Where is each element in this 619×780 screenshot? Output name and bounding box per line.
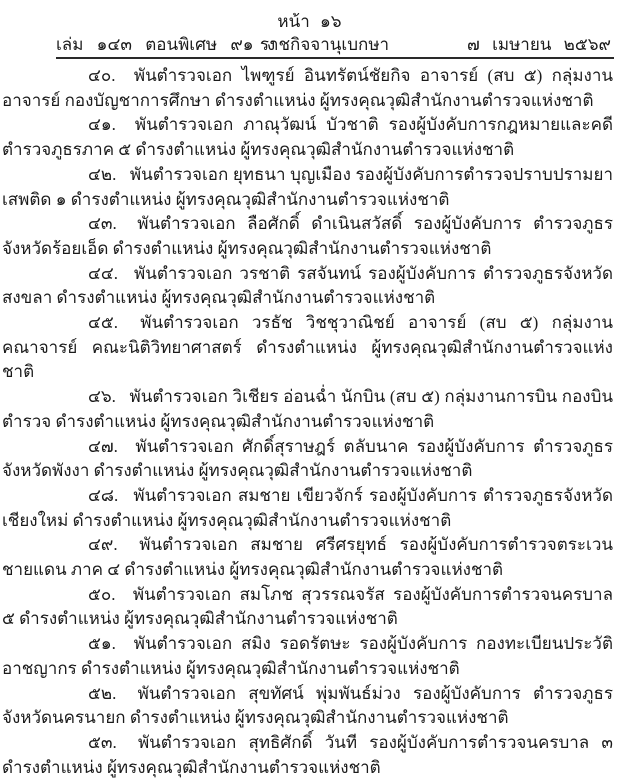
gazette-entry <box>2 484 613 533</box>
gazette-entry <box>2 682 613 731</box>
entry-number: ๔๐. <box>88 66 116 85</box>
entry-list <box>0 64 619 780</box>
entry-number: ๔๖. <box>88 387 116 407</box>
entry-number: ๕๐. <box>88 584 116 604</box>
publication-title: ราชกิจจานุเบกษา <box>259 35 390 54</box>
entry-number: ๔๑. <box>88 115 116 135</box>
entry-text: พันตำรวจเอก ลือศักดิ์ ดำเนินสวัสดิ์ รองผู้บังคับการ ตำรวจภูธรจังหวัดร้อยเอ็ด ดำรงตำแหน่ง ผู้ทรงคุณวุฒิสำนักงานตำรวจแห่งชาติ <box>2 214 614 258</box>
entry-text: พันตำรวจเอก สมชาย ศรีศรยุทธ์ รองผู้บังคับการตำรวจตระเวนชายแดน ภาค ๔ ดำรงตำแหน่ง ผู้ทรงคุณวุฒิสำนักงานตำรวจแห่งชาติ <box>2 535 614 580</box>
gazette-entry <box>2 311 613 385</box>
gazette-entry <box>2 731 613 780</box>
gazette-entry <box>2 113 613 162</box>
gazette-entry <box>2 583 613 632</box>
entry-text: พันตำรวจเอก สมโภช สุวรรณจรัส รองผู้บังคับการตำรวจนครบาล ๕ ดำรงตำแหน่ง ผู้ทรงคุณวุฒิสำนักงานตำรวจแห่งชาติ <box>2 584 613 629</box>
entry-text: พันตำรวจเอก ภาณุวัฒน์ บัวชาติ รองผู้บังคับการกฎหมายและคดี ตำรวจภูธรภาค ๕ ดำรงตำแหน่ง ผู้ทรงคุณวุฒิสำนักงานตำรวจแห่งชาติ <box>2 115 614 160</box>
entry-text: พันตำรวจเอก วรธัช วิชชุวาณิชย์ อาจารย์ (สบ ๕) กลุ่มงานคณาจารย์ คณะนิติวิทยาศาสตร์ ดำรงตำแหน่ง ผู้ทรงคุณวุฒิสำนักงานตำรวจแห่งชาติ <box>2 313 613 382</box>
entry-number: ๔๘. <box>88 485 119 505</box>
gazette-entry <box>2 435 613 484</box>
entry-number: ๕๑. <box>88 634 116 654</box>
entry-number: ๔๕. <box>88 313 118 333</box>
entry-text: พันตำรวจเอก สุทธิศักดิ์ วันที รองผู้บังคับการตำรวจนครบาล ๓ ดำรงตำแหน่ง ผู้ทรงคุณวุฒิสำนักงานตำรวจแห่งชาติ <box>2 732 614 777</box>
entry-number: ๕๓. <box>88 732 117 752</box>
entry-text: พันตำรวจเอก สุขทัศน์ พุ่มพันธ์ม่วง รองผู้บังคับการ ตำรวจภูธรจังหวัดนครนายก ดำรงตำแหน่ง ผู้ทรงคุณวุฒิสำนักงานตำรวจแห่งชาติ <box>2 683 613 728</box>
entry-text: พันตำรวจเอก ไพฑูรย์ อินทรัตน์ชัยกิจ อาจารย์ (สบ ๕) กลุ่มงานอาจารย์ กองบัญชาการศึกษา ดำรงตำแหน่ง ผู้ทรงคุณวุฒิสำนักงานตำรวจแห่งชาติ <box>2 66 614 110</box>
entry-text: พันตำรวจเอก สมิง รอดรัตษะ รองผู้บังคับการ กองทะเบียนประวัติอาชญากร ดำรงตำแหน่ง ผู้ทรงคุณวุฒิสำนักงานตำรวจแห่งชาติ <box>2 634 613 678</box>
issue-date: ๗ เมษายน ๒๕๖๙ <box>467 35 611 54</box>
gazette-entry <box>2 385 613 434</box>
entry-number: ๕๒. <box>88 683 117 703</box>
gazette-entry <box>2 262 613 311</box>
header-rule <box>56 57 614 59</box>
entry-text: พันตำรวจเอก วิเชียร อ่อนฉ่ำ นักบิน (สบ ๕) กลุ่มงานการบิน กองบินตำรวจ ดำรงตำแหน่ง ผู้ทรงคุณวุฒิสำนักงานตำรวจแห่งชาติ <box>2 387 614 431</box>
entry-number: ๔๒. <box>88 164 117 184</box>
entry-text: พันตำรวจเอก ยุทธนา บุญเมือง รองผู้บังคับการตำรวจปราบปรามยาเสพติด ๑ ดำรงตำแหน่ง ผู้ทรงคุณวุฒิสำนักงานตำรวจแห่งชาติ <box>2 164 613 209</box>
entry-text: พันตำรวจเอก ศักดิ์สุราษฎร์ ตลับนาค รองผู้บังคับการ ตำรวจภูธรจังหวัดพังงา ดำรงตำแหน่ง ผู้ทรงคุณวุฒิสำนักงานตำรวจแห่งชาติ <box>2 436 614 481</box>
entry-text: พันตำรวจเอก วรชาติ รสจันทน์ รองผู้บังคับการ ตำรวจภูธรจังหวัดสงขลา ดำรงตำแหน่ง ผู้ทรงคุณวุฒิสำนักงานตำรวจแห่งชาติ <box>2 263 614 308</box>
masthead <box>56 33 611 56</box>
entry-text: พันตำรวจเอก สมชาย เขียวจักร์ รองผู้บังคับการ ตำรวจภูธรจังหวัดเชียงใหม่ ดำรงตำแหน่ง ผู้ทรงคุณวุฒิสำนักงานตำรวจแห่งชาติ <box>2 485 613 530</box>
gazette-entry <box>2 212 613 261</box>
gazette-entry <box>2 64 613 113</box>
entry-number: ๔๗. <box>88 436 118 456</box>
gazette-entry <box>2 632 613 681</box>
page-number-label: หน้า ๑๖ <box>277 12 342 31</box>
gazette-entry <box>2 533 613 582</box>
entry-number: ๔๔. <box>88 263 118 283</box>
volume-issue-label: เล่ม ๑๔๓ ตอนพิเศษ ๙๑ ง <box>56 35 276 54</box>
entry-number: ๔๓. <box>88 214 117 234</box>
gazette-entry <box>2 163 613 212</box>
entry-number: ๔๙. <box>88 535 118 555</box>
